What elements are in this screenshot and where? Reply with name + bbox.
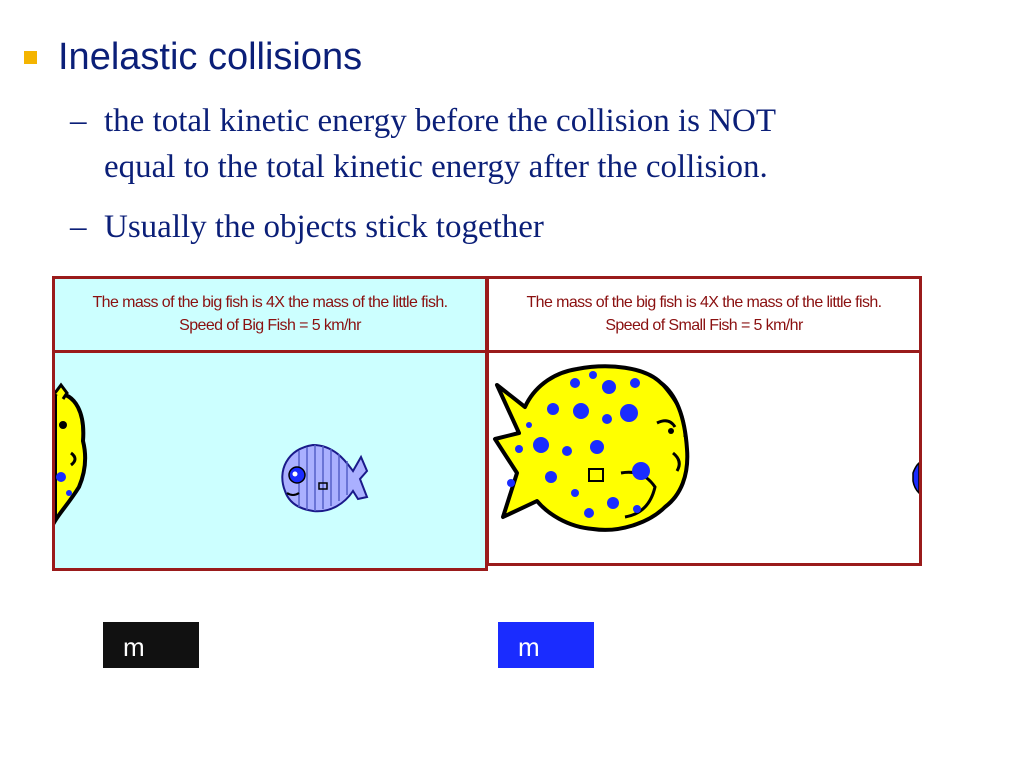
- sub-bullet-1-line-1: the total kinetic energy before the collision is NOT: [104, 103, 777, 139]
- dash-marker: –: [70, 103, 87, 139]
- small-fish-edge-icon: [913, 463, 919, 493]
- left-scene: [55, 353, 485, 568]
- big-fish-partial-icon: [55, 385, 85, 521]
- right-panel-caption: [489, 279, 919, 353]
- right-caption-line-2: Speed of Small Fish = 5 km/hr: [605, 317, 803, 334]
- bullet-square-icon: [24, 51, 37, 64]
- dash-marker: –: [70, 209, 87, 245]
- sub-bullet-1-line-2: equal to the total kinetic energy after the collision.: [104, 149, 768, 185]
- big-spotted-fish-icon: [495, 366, 687, 530]
- big-fish-mass-label: m: [103, 622, 199, 668]
- left-caption-line-1: The mass of the big fish is 4X the mass of the little fish.: [92, 294, 448, 311]
- sub-bullet-2-line-1: Usually the objects stick together: [104, 209, 544, 245]
- left-caption-line-2: Speed of Big Fish = 5 km/hr: [179, 317, 361, 334]
- small-fish-mass-label: m: [498, 622, 594, 668]
- small-fish-icon: [282, 445, 367, 511]
- right-collision-panel: [486, 276, 922, 566]
- left-panel-caption: [55, 279, 485, 353]
- slide-heading: Inelastic collisions: [58, 36, 363, 78]
- left-collision-panel: [52, 276, 488, 571]
- right-caption-line-1: The mass of the big fish is 4X the mass of the little fish.: [526, 294, 882, 311]
- right-scene: [489, 353, 919, 563]
